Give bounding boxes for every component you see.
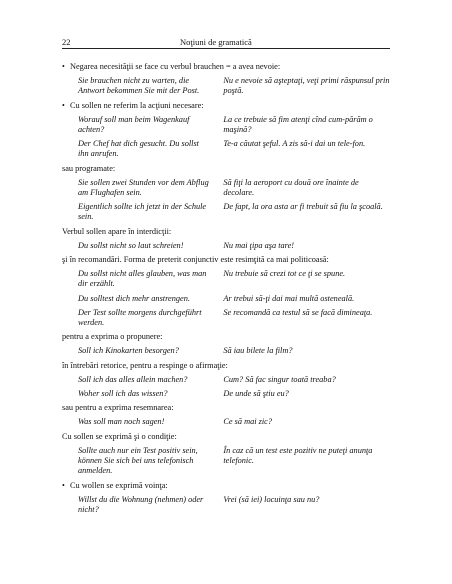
bullet-icon: • bbox=[62, 62, 65, 71]
paragraph bbox=[62, 403, 390, 413]
german-example: Der Chef hat dich gesucht. Du sollst ihn anrufen. bbox=[78, 139, 199, 159]
bullet-icon: • bbox=[62, 100, 65, 110]
paragraph-text: Negarea necesităţii se face cu verbul brauchen = a avea nevoie: bbox=[70, 62, 281, 71]
paragraph-text: Cu wollen se exprimă voinţa: bbox=[70, 480, 168, 490]
paragraph-text: pentru a exprima o propunere: bbox=[62, 332, 163, 342]
german-example: Soll ich Kinokarten besorgen? bbox=[78, 346, 179, 356]
example-pair bbox=[62, 495, 390, 515]
example-pair bbox=[62, 389, 390, 399]
example-pair bbox=[62, 241, 390, 251]
german-example: Du solltest dich mehr anstrengen. bbox=[78, 293, 190, 303]
german-example: Worauf soll man beim Wagenkauf achten? bbox=[78, 114, 190, 135]
header-rule bbox=[62, 48, 390, 49]
paragraph bbox=[62, 164, 390, 174]
german-example: Soll ich das alles allein machen? bbox=[78, 374, 188, 384]
romanian-translation: Vrei (să iei) locuinţa sau nu? bbox=[223, 494, 320, 504]
romanian-translation: De unde să ştiu eu? bbox=[223, 389, 289, 399]
romanian-translation: În caz că un test este pozitiv ne puteţi anunţa telefonic. bbox=[223, 445, 373, 466]
german-example: Der Test sollte morgens durchgeführt werden. bbox=[78, 307, 202, 328]
paragraph-text: Cu sollen se exprimă şi o condiţie: bbox=[62, 431, 177, 441]
paragraph bbox=[62, 432, 390, 442]
page-header bbox=[62, 37, 390, 47]
german-example: Du sollst nicht so laut schreien! bbox=[78, 240, 184, 250]
romanian-translation: De fapt, la ora asta ar fi trebuit să fiu la şcoală. bbox=[223, 202, 383, 212]
example-pair bbox=[62, 417, 390, 427]
romanian-translation: Cum? Să fac singur toată treaba? bbox=[223, 374, 336, 384]
romanian-translation: Nu e nevoie să aşteptaţi, veţi primi răspunsul prin poştă. bbox=[223, 76, 390, 96]
page-number: 22 bbox=[62, 37, 71, 47]
german-example: Sie sollen zwei Stunden vor dem Abflug am Flughafen sein. bbox=[78, 177, 209, 198]
romanian-translation: Se recomandă ca testul să se facă dimineaţa. bbox=[223, 307, 373, 317]
paragraph-text: Verbul sollen apare în interdicţii: bbox=[62, 226, 172, 236]
paragraph-text: şi în recomandări. Forma de preterit conjunctiv este resimţită ca mai politicoasă: bbox=[62, 255, 329, 265]
romanian-translation: Ce să mai zic? bbox=[223, 417, 272, 427]
romanian-translation: Să iau bilete la film? bbox=[223, 346, 293, 356]
german-example: Woher soll ich das wissen? bbox=[78, 389, 168, 399]
german-example: Sie brauchen nicht zu warten, die Antwort bekommen Sie mit der Post. bbox=[78, 76, 200, 96]
page-content bbox=[62, 62, 390, 519]
romanian-translation: La ce trebuie să fim atenţi cînd cum-părăm o maşină? bbox=[223, 114, 373, 135]
paragraph-text: Cu sollen ne referim la acţiuni necesare: bbox=[70, 100, 204, 110]
example-pair bbox=[62, 375, 390, 385]
example-pair bbox=[62, 76, 390, 96]
romanian-translation: Să fiţi la aeroport cu două ore înainte de decolare. bbox=[223, 177, 359, 198]
example-pair bbox=[62, 346, 390, 356]
example-pair bbox=[62, 308, 390, 328]
german-example: Eigentlich sollte ich jetzt in der Schule sein. bbox=[78, 202, 207, 222]
paragraph-text: în întrebări retorice, pentru a respinge o afirmaţie: bbox=[62, 360, 228, 370]
romanian-translation: Nu trebuie să crezi tot ce ţi se spune. bbox=[223, 269, 346, 279]
paragraph bbox=[62, 255, 390, 265]
example-pair bbox=[62, 178, 390, 198]
bullet-paragraph bbox=[62, 62, 390, 72]
bullet-icon: • bbox=[62, 480, 65, 490]
bullet-paragraph bbox=[62, 101, 390, 111]
german-example: Sollte auch nur ein Test positiv sein, können Sie sich bei uns telefonisch anmelden. bbox=[78, 445, 198, 476]
german-example: Du sollst nicht alles glauben, was man dir erzählt. bbox=[78, 269, 207, 289]
example-pair bbox=[62, 115, 390, 135]
example-pair bbox=[62, 294, 390, 304]
example-pair bbox=[62, 446, 390, 477]
paragraph bbox=[62, 227, 390, 237]
german-example: Willst du die Wohnung (nehmen) oder nicht? bbox=[78, 494, 204, 514]
paragraph bbox=[62, 361, 390, 371]
running-title: Noţiuni de gramatică bbox=[180, 37, 252, 47]
example-pair bbox=[62, 139, 390, 159]
romanian-translation: Nu mai ţipa aşa tare! bbox=[223, 240, 295, 250]
paragraph bbox=[62, 332, 390, 342]
romanian-translation: Te-a căutat şeful. A zis să-i dai un tele-fon. bbox=[223, 139, 366, 149]
example-pair bbox=[62, 202, 390, 222]
paragraph-text: sau pentru a exprima resemnarea: bbox=[62, 403, 174, 413]
example-pair bbox=[62, 269, 390, 289]
paragraph-text: sau programate: bbox=[62, 163, 116, 173]
bullet-paragraph bbox=[62, 481, 390, 491]
german-example: Was soll man noch sagen! bbox=[78, 417, 165, 427]
romanian-translation: Ar trebui să-ţi dai mai multă osteneală. bbox=[223, 293, 355, 303]
